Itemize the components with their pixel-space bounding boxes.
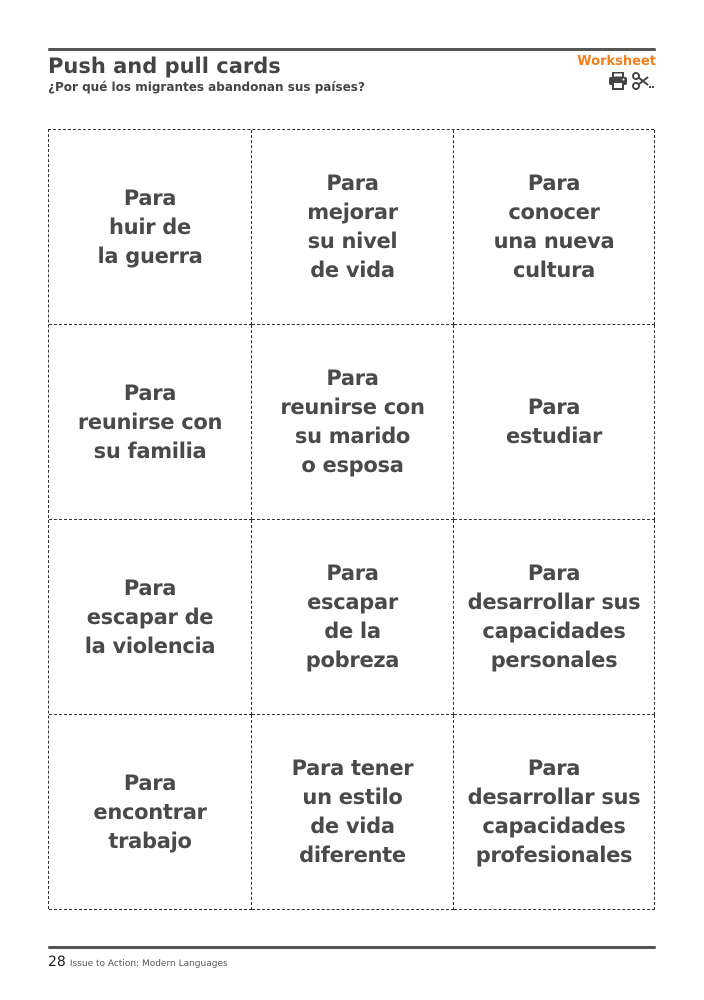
card-text: Para conocer una nueva cultura [493, 171, 615, 282]
card-text: Para escapar de la pobreza [305, 561, 400, 672]
card-text: Para reunirse con su familia [77, 380, 223, 463]
card[interactable] [454, 325, 655, 520]
page-number: 28 [48, 954, 66, 970]
card[interactable] [252, 130, 454, 325]
card-text: Para estudiar [505, 395, 603, 448]
page-subtitle: ¿Por qué los migrantes abandonan sus países? [48, 80, 365, 94]
card[interactable] [49, 325, 252, 520]
card-text: Para desarrollar sus capacidades personales [467, 561, 641, 672]
card[interactable] [252, 325, 454, 520]
printer-icon[interactable] [608, 72, 628, 90]
footer-text: Issue to Action: Modern Languages [69, 959, 228, 969]
card-text: Para tener un estilo de vida diferente [291, 756, 414, 867]
card[interactable] [454, 520, 655, 715]
scissors-icon[interactable] [632, 72, 656, 90]
card[interactable] [454, 715, 655, 910]
card[interactable] [454, 130, 655, 325]
cards-grid [48, 129, 654, 909]
footer [48, 954, 228, 970]
card-text: Para escapar de la violencia [84, 575, 216, 658]
card[interactable] [252, 715, 454, 910]
card[interactable] [49, 520, 252, 715]
card-text: Para encontrar trabajo [93, 770, 207, 853]
worksheet-label: Worksheet [577, 54, 656, 69]
header-icons [608, 72, 656, 90]
card[interactable] [252, 520, 454, 715]
footer-rule [48, 946, 656, 949]
card-text: Para mejorar su nivel de vida [307, 171, 398, 282]
card[interactable] [49, 715, 252, 910]
header-rule [48, 48, 656, 51]
card[interactable] [49, 130, 252, 325]
card-text: Para desarrollar sus capacidades profesionales [467, 756, 641, 867]
card-text: Para huir de la guerra [97, 185, 203, 268]
card-text: Para reunirse con su marido o esposa [280, 366, 425, 477]
page-title: Push and pull cards [48, 54, 281, 78]
